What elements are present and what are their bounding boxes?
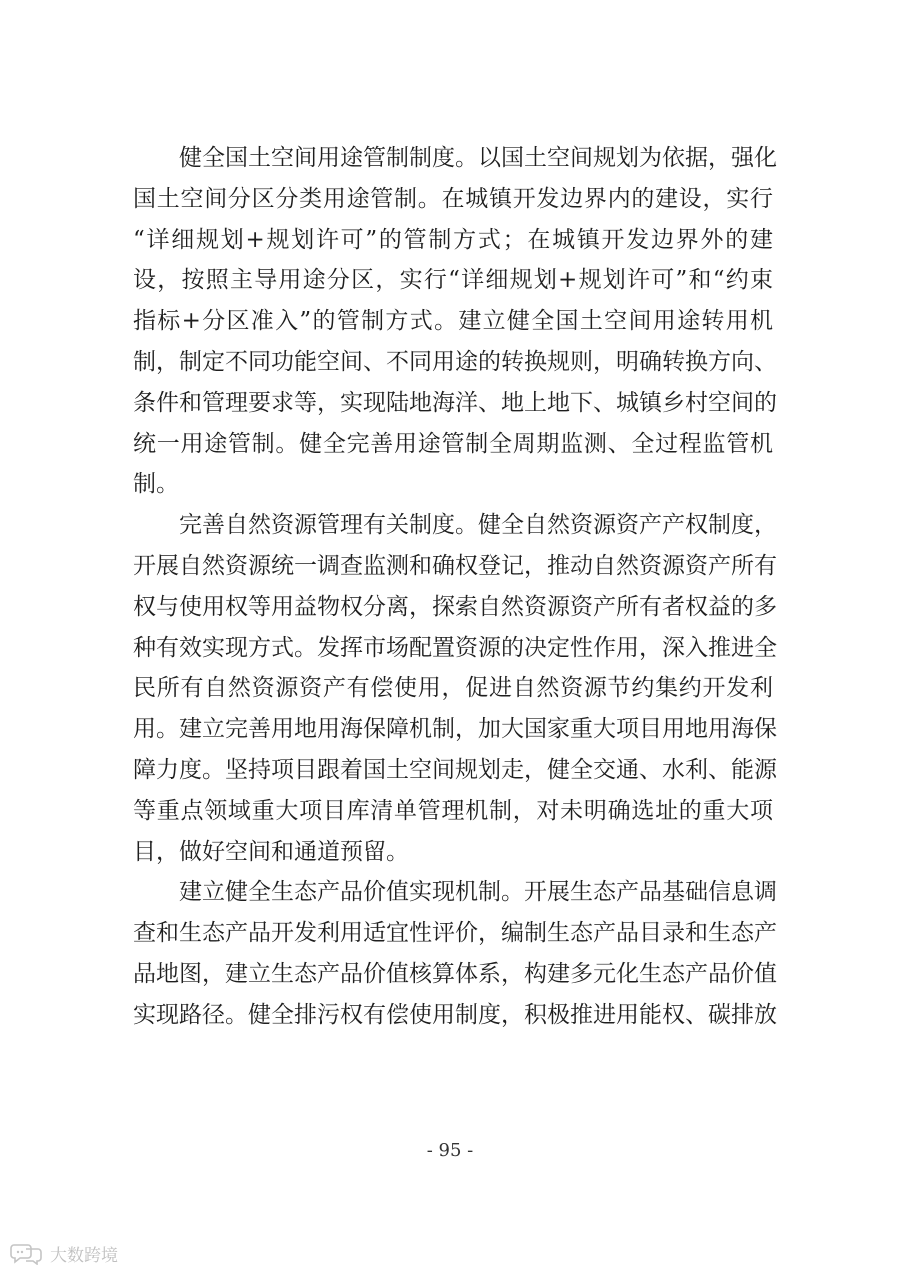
text-line: 等重点领域重大项目库清单管理机制，对未明确选址的重大项	[133, 797, 773, 824]
text-line: 国土空间分区分类用途管制。在城镇开发边界内的建设，实行	[133, 185, 773, 212]
text-line: 查和生态产品开发利用适宜性评价，编制生态产品目录和生态产	[133, 920, 777, 947]
text-line: 设，按照主导用途分区，实行“详细规划+规划许可”和“约束	[133, 267, 773, 294]
page-number: - 95 -	[426, 1140, 474, 1161]
paragraph	[133, 505, 777, 872]
text-line: 种有效实现方式。发挥市场配置资源的决定性作用，深入推进全	[133, 634, 777, 661]
text-line: 条件和管理要求等，实现陆地海洋、地上地下、城镇乡村空间的	[133, 389, 777, 416]
text-line: 民所有自然资源资产有偿使用，促进自然资源节约集约开发利	[133, 675, 773, 702]
text-line: 统一用途管制。健全完善用途管制全周期监测、全过程监管机	[133, 430, 773, 457]
paragraph	[133, 872, 777, 1035]
document-body	[133, 138, 777, 1036]
text-line: 用。建立完善用地用海保障机制，加大国家重大项目用地用海保	[133, 716, 777, 743]
text-line: 开展自然资源统一调查监测和确权登记，推动自然资源资产所有	[133, 552, 777, 579]
text-line: 健全国土空间用途管制制度。以国土空间规划为依据，强化	[179, 145, 777, 171]
text-line: “详细规划+规划许可”的管制方式；在城镇开发边界外的建	[133, 226, 773, 253]
speech-bubble-logo-icon	[10, 1241, 44, 1265]
watermark-text: 大数跨境	[50, 1245, 118, 1266]
text-line: 目，做好空间和通道预留。	[133, 838, 409, 865]
text-line: 制，制定不同功能空间、不同用途的转换规则，明确转换方向、	[133, 348, 777, 375]
text-line: 建立健全生态产品价值实现机制。开展生态产品基础信息调	[179, 879, 777, 906]
watermark	[10, 1238, 118, 1268]
text-line: 障力度。坚持项目跟着国土空间规划走，健全交通、水利、能源	[133, 756, 777, 783]
text-line: 权与使用权等用益物权分离，探索自然资源资产所有者权益的多	[133, 593, 777, 620]
text-line: 品地图，建立生态产品价值核算体系，构建多元化生态产品价值	[133, 960, 777, 987]
text-line: 制。	[133, 471, 179, 498]
text-line: 完善自然资源管理有关制度。健全自然资源资产产权制度，	[179, 512, 777, 539]
text-line: 指标+分区准入”的管制方式。建立健全国土空间用途转用机	[133, 308, 773, 335]
paragraph	[133, 138, 777, 505]
text-line: 实现路径。健全排污权有偿使用制度，积极推进用能权、碳排放	[133, 1001, 777, 1028]
